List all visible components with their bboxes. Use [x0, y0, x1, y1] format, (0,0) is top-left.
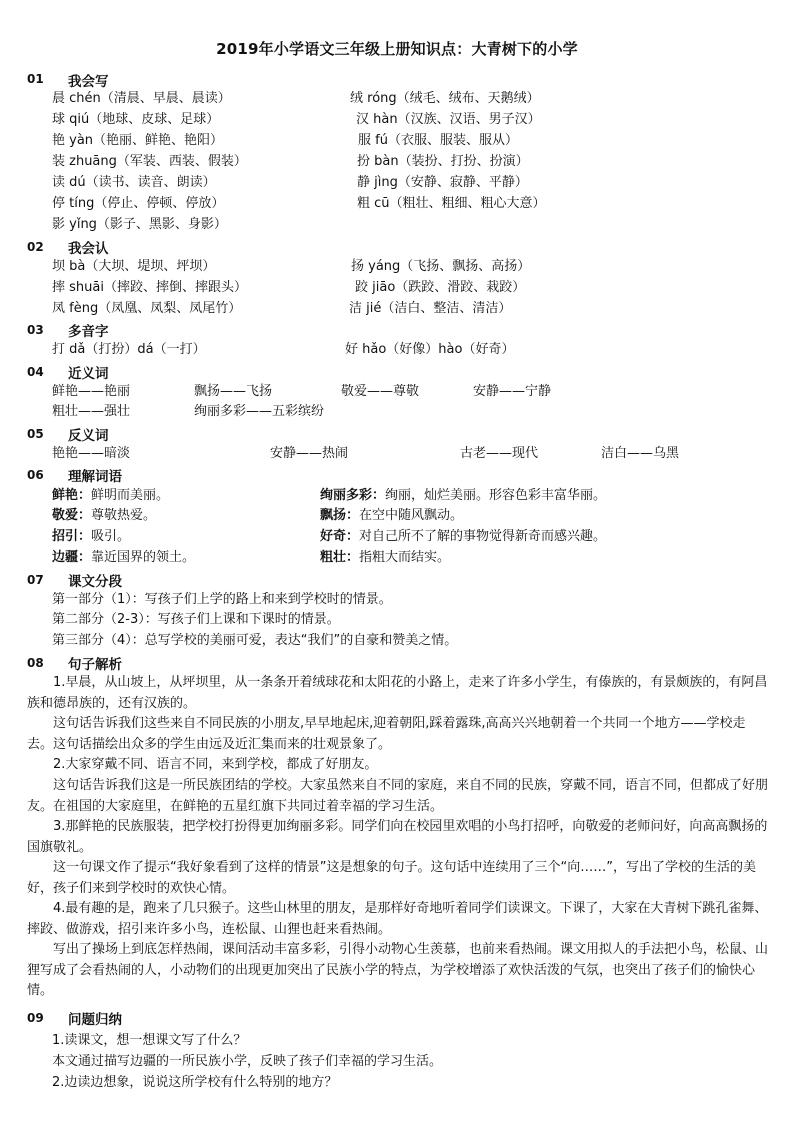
analysis-paragraph: 3.那鲜艳的民族服装，把学校打扮得更加绚丽多彩。同学们向在校园里欢唱的小鸟打招呼，向敬爱的老师问好，向高高飘扬的国旗敬礼。: [27, 819, 768, 855]
synonym-pair: 安静——宁静: [473, 384, 552, 399]
write-item: 汉 hàn（汉族、汉语、男子汉）: [356, 112, 541, 127]
word-term: 粗壮：: [320, 550, 360, 565]
analysis-paragraph: 这句话告诉我们这是一所民族团结的学校。大家虽然来自不同的家庭，来自不同的民族，穿戴不同，语言不同，但都成了好朋友。在祖国的大家庭里，在鲜艳的五星红旗下共同过着幸福的学习生活。: [27, 778, 769, 814]
antonym-pair: 艳艳——暗淡: [52, 446, 131, 461]
segment-item: 第一部分（1）：写孩子们上学的路上和来到学校时的情景。: [52, 592, 392, 607]
word-definition: [320, 528, 606, 546]
analysis-paragraph: 1.早晨，从山坡上，从坪坝里，从一条条开着绒球花和太阳花的小路上，走来了许多小学生，有傣族的，有景颇族的，有阿昌族和德昂族的，还有汉族的。: [27, 675, 768, 711]
section-heading: 课文分段: [68, 574, 122, 590]
word-term: 绚丽多彩：: [320, 488, 386, 503]
section-heading: 反义词: [68, 428, 109, 444]
word-def: 吸引。: [91, 529, 131, 544]
question-item: 1.读课文，想一想课文写了什么？: [52, 1033, 247, 1048]
section-number: 02: [27, 240, 44, 254]
write-item: 读 dú（读书、读音、朗读）: [52, 175, 216, 190]
analysis-paragraph: 2.大家穿戴不同、语言不同，来到学校，都成了好朋友。: [53, 757, 378, 772]
polyphone-item: 打 dǎ（打扮）dá（一打）: [52, 342, 206, 357]
section-heading: 我会认: [68, 241, 109, 257]
word-def: 鲜明而美丽。: [91, 488, 170, 503]
word-term: 招引：: [52, 529, 92, 544]
section-number: 07: [27, 573, 44, 587]
write-item: 绒 róng（绒毛、绒布、天鹅绒）: [350, 91, 540, 106]
recognize-item: 摔 shuāi（摔跤、摔倒、摔跟头）: [52, 280, 247, 295]
segment-item: 第三部分（4）：总写学校的美丽可爱，表达“我们”的自豪和赞美之情。: [52, 633, 458, 648]
antonym-pair: 安静——热闹: [270, 446, 349, 461]
recognize-item: 洁 jié（洁白、整洁、清洁）: [349, 301, 512, 316]
section-number: 03: [27, 323, 44, 337]
word-term: 飘扬：: [320, 508, 360, 523]
word-definition: [52, 528, 130, 546]
word-def: 尊敬热爱。: [91, 508, 157, 523]
antonym-pair: 古老——现代: [460, 446, 539, 461]
write-item: 影 yǐng（影子、黑影、身影）: [52, 217, 227, 232]
recognize-item: 跤 jiāo（跌跤、滑跤、栽跤）: [355, 280, 526, 295]
write-item: 球 qiú（地球、皮球、足球）: [52, 112, 220, 127]
analysis-paragraph: 写出了操场上到底怎样热闹，课间活动丰富多彩，引得小动物心生羡慕，也前来看热闹。课文用拟人的手法把小鸟，松鼠、山狸写成了会看热闹的人，小动物们的出现更加突出了民族小学的特点，为学校增添了欢快活泼的气氛，也突出了孩子们的愉快心情。: [27, 942, 769, 998]
page-title: 2019年小学语文三年级上册知识点：大青树下的小学: [216, 40, 578, 58]
antonym-pair: 洁白——乌黑: [601, 446, 680, 461]
write-item: 静 jìng（安静、寂静、平静）: [357, 175, 528, 190]
write-item: 扮 bàn（装扮、打扮、扮演）: [357, 154, 529, 169]
word-def: 靠近国界的领土。: [91, 550, 196, 565]
write-item: 粗 cū（粗壮、粗细、粗心大意）: [357, 196, 546, 211]
recognize-item: 扬 yáng（飞扬、飘扬、高扬）: [351, 259, 531, 274]
analysis-paragraph: 这一句课文作了提示“我好象看到了这样的情景”这是想象的句子。这句话中连续用了三个“向……”，写出了学校的生活的美好，孩子们来到学校时的欢快心情。: [27, 860, 756, 896]
word-def: 绚丽，灿烂美丽。形容色彩丰富华丽。: [385, 488, 607, 503]
word-term: 边疆：: [52, 550, 92, 565]
section-number: 05: [27, 427, 44, 441]
write-item: 服 fú（衣服、服装、服从）: [358, 133, 518, 148]
analysis-paragraph: 4.最有趣的是，跑来了几只猴子。这些山林里的朋友，是那样好奇地听着同学们读课文。下课了，大家在大青树下跳孔雀舞、摔跤、做游戏，招引来许多小鸟，连松鼠、山狸也赶来看热闹。: [27, 901, 768, 937]
word-definition: [320, 549, 450, 567]
synonym-pair: 飘扬——飞扬: [194, 384, 273, 399]
word-term: 敬爱：: [52, 508, 92, 523]
polyphone-item: 好 hǎo（好像）hào（好奇）: [345, 342, 515, 357]
write-item: 装 zhuāng（军装、西装、假装）: [52, 154, 247, 169]
word-definition: [52, 507, 156, 525]
word-term: 鲜艳：: [52, 488, 92, 503]
word-definition: [320, 487, 606, 505]
section-number: 04: [27, 365, 44, 379]
section-number: 08: [27, 656, 44, 670]
word-definition: [52, 487, 169, 505]
answer-item: 本文通过描写边疆的一所民族小学，反映了孩子们幸福的学习生活。: [52, 1054, 443, 1069]
section-heading: 理解词语: [68, 469, 122, 485]
synonym-pair: 绚丽多彩——五彩缤纷: [194, 404, 325, 419]
synonym-pair: 粗壮——强壮: [52, 404, 131, 419]
section-number: 06: [27, 468, 44, 482]
analysis-paragraph: 这句话告诉我们这些来自不同民族的小朋友,早早地起床,迎着朝阳,踩着露珠,高高兴兴地朝着一个共同一个地方——学校走去。这句话描绘出众多的学生由远及近汇集而来的壮观景象了。: [27, 716, 746, 752]
section-heading: 问题归纳: [68, 1012, 122, 1028]
recognize-item: 坝 bà（大坝、堤坝、坪坝）: [52, 259, 216, 274]
word-def: 指粗大而结实。: [359, 550, 451, 565]
synonym-pair: 敬爱——尊敬: [341, 384, 420, 399]
write-item: 停 tíng（停止、停顿、停放）: [52, 196, 225, 211]
section-number: 09: [27, 1011, 44, 1025]
synonym-pair: 鲜艳——艳丽: [52, 384, 131, 399]
word-def: 在空中随风飘动。: [359, 508, 464, 523]
section-heading: 近义词: [68, 366, 109, 382]
question-item: 2.边读边想象，说说这所学校有什么特别的地方？: [52, 1075, 338, 1090]
word-definition: [320, 507, 463, 525]
write-item: 艳 yàn（艳丽、鲜艳、艳阳）: [52, 133, 224, 148]
section-heading: 我会写: [68, 74, 109, 90]
section-number: 01: [27, 72, 44, 86]
word-def: 对自己所不了解的事物觉得新奇而感兴趣。: [359, 529, 607, 544]
word-definition: [52, 549, 195, 567]
recognize-item: 凤 fèng（凤凰、凤梨、凤尾竹）: [52, 301, 242, 316]
section-heading: 多音字: [68, 324, 109, 340]
segment-item: 第二部分（2-3）：写孩子们上课和下课时的情景。: [52, 612, 340, 627]
word-term: 好奇：: [320, 529, 360, 544]
write-item: 晨 chén（清晨、早晨、晨读）: [52, 91, 231, 106]
section-heading: 句子解析: [68, 657, 122, 673]
